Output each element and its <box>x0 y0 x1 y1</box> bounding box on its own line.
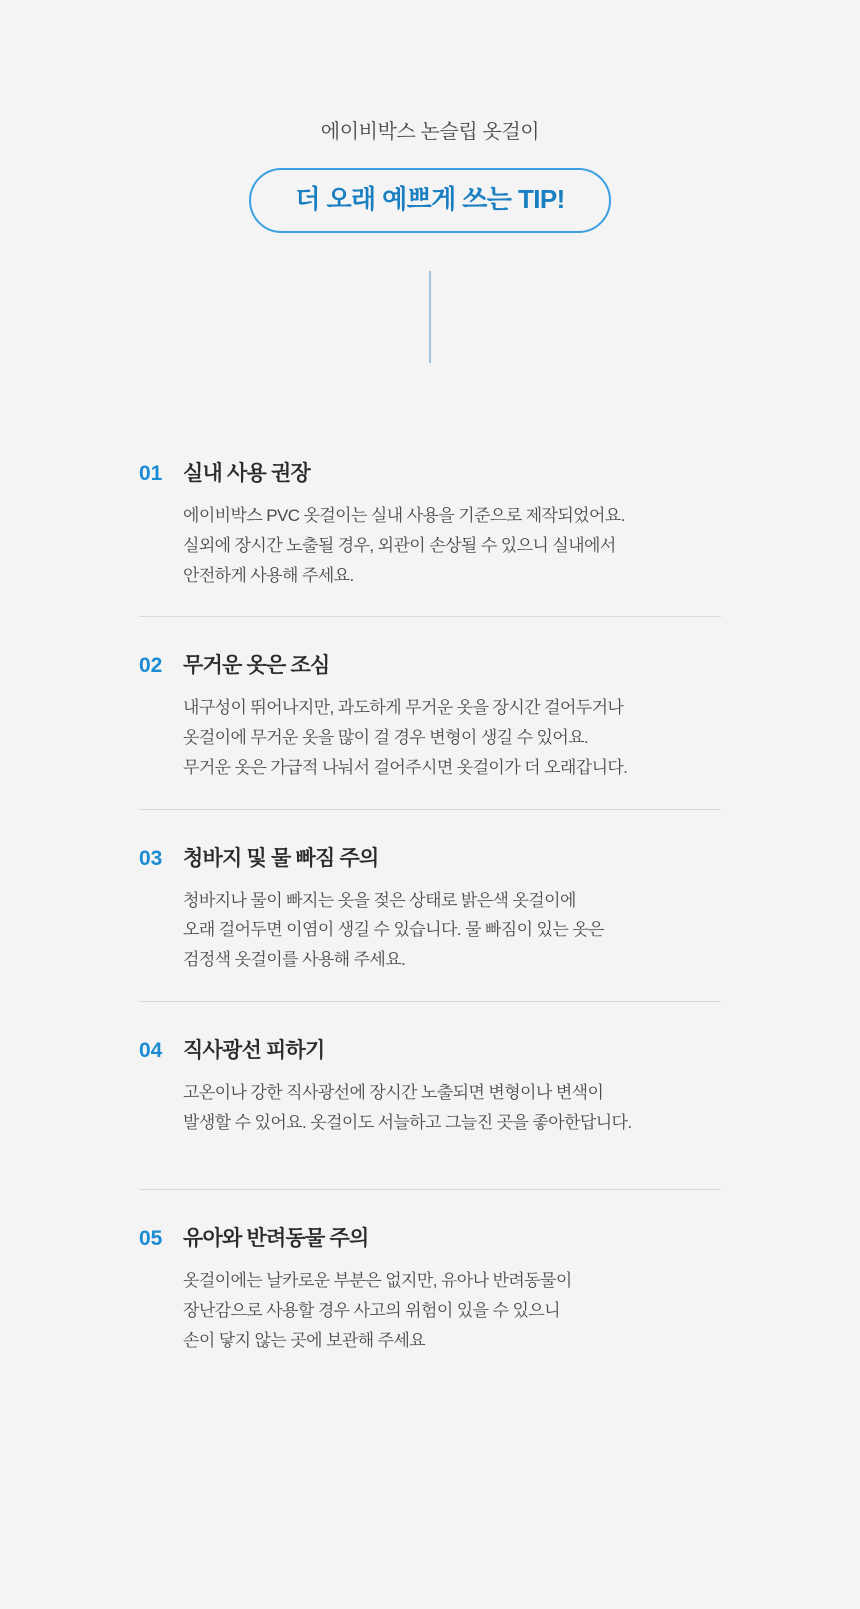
tip-number: 02 <box>139 654 163 678</box>
tip-title: 청바지 및 물 빠짐 주의 <box>183 846 379 870</box>
tip-header <box>139 649 721 679</box>
product-name-eyebrow: 에이비박스 논슬립 옷걸이 <box>320 121 540 143</box>
tip-header <box>139 1222 721 1252</box>
pill-container <box>0 168 860 233</box>
tip-number: 03 <box>139 846 163 870</box>
tip-line: 실외에 장시간 노출될 경우, 외관이 손상될 수 있으니 실내에서 <box>183 535 616 555</box>
tip-item <box>139 1222 721 1381</box>
tip-header <box>139 1034 721 1064</box>
tip-line: 안전하게 사용해 주세요. <box>183 565 354 585</box>
tip-body <box>139 1078 721 1138</box>
tip-line: 옷걸이에 무거운 옷을 많이 걸 경우 변형이 생길 수 있어요. <box>183 728 589 748</box>
tip-item <box>139 649 721 809</box>
tip-body <box>139 886 721 975</box>
tip-title: 무거운 옷은 조심 <box>183 654 330 678</box>
tip-line: 청바지나 물이 빠지는 옷을 젖은 상태로 밝은색 옷걸이에 <box>183 890 576 910</box>
tip-header <box>139 457 721 487</box>
tip-number: 04 <box>139 1038 163 1062</box>
tip-title: 직사광선 피하기 <box>183 1038 325 1062</box>
tip-line: 내구성이 뛰어나지만, 과도하게 무거운 옷을 장시간 걸어두거나 <box>183 698 624 718</box>
tip-number: 05 <box>139 1227 163 1251</box>
tip-line: 오래 걸어두면 이염이 생길 수 있습니다. 물 빠짐이 있는 옷은 <box>183 920 604 940</box>
tip-line: 무거운 옷은 가급적 나눠서 걸어주시면 옷걸이가 더 오래갑니다. <box>183 757 628 777</box>
tip-line: 검정색 옷걸이를 사용해 주세요. <box>183 950 406 970</box>
tip-line: 장난감으로 사용할 경우 사고의 위험이 있을 수 있으니 <box>183 1301 560 1321</box>
tips-list <box>139 457 721 1382</box>
tip-item <box>139 1034 721 1191</box>
tip-line: 손이 닿지 않는 곳에 보관해 주세요 <box>183 1330 426 1350</box>
tip-number: 01 <box>139 462 163 486</box>
tip-body <box>139 693 721 782</box>
tip-item <box>139 457 721 617</box>
tip-line: 옷걸이에는 날카로운 부분은 없지만, 유아나 반려동물이 <box>183 1271 572 1291</box>
tip-spacer <box>139 1137 721 1163</box>
page-header <box>0 0 860 363</box>
page-title-pill: 더 오래 예쁘게 쓰는 TIP! <box>249 168 610 233</box>
tip-title: 실내 사용 권장 <box>183 462 310 486</box>
tip-body <box>139 501 721 590</box>
tip-line: 고온이나 강한 직사광선에 장시간 노출되면 변형이나 변색이 <box>183 1082 604 1102</box>
vertical-connector-line <box>429 271 431 363</box>
tip-line: 에이비박스 PVC 옷걸이는 실내 사용을 기준으로 제작되었어요. <box>183 506 625 526</box>
tip-line: 발생할 수 있어요. 옷걸이도 서늘하고 그늘진 곳을 좋아한답니다. <box>183 1112 632 1132</box>
tip-header <box>139 842 721 872</box>
tip-title: 유아와 반려동물 주의 <box>183 1227 369 1251</box>
tip-item <box>139 842 721 1002</box>
tip-body <box>139 1266 721 1355</box>
